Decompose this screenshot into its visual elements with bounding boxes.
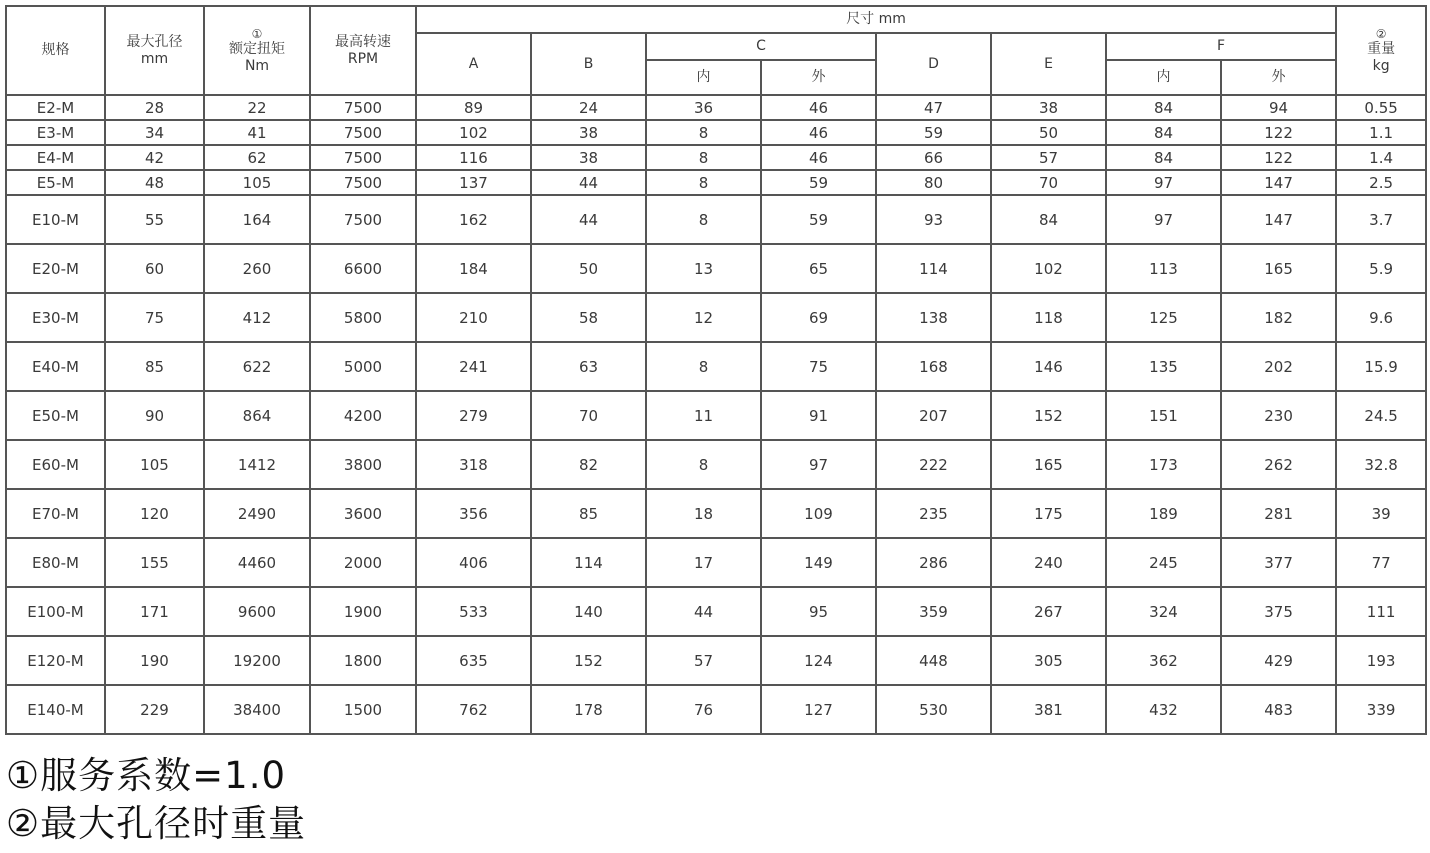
model-cell: E3-M: [6, 120, 105, 145]
header-speed: [310, 6, 416, 95]
value-cell: 11: [646, 391, 761, 440]
value-cell: 57: [991, 145, 1106, 170]
value-cell: 164: [204, 195, 310, 244]
value-cell: 318: [416, 440, 531, 489]
value-cell: 19200: [204, 636, 310, 685]
value-cell: 89: [416, 95, 531, 120]
model-cell: E100-M: [6, 587, 105, 636]
value-cell: 483: [1221, 685, 1336, 734]
value-cell: 530: [876, 685, 991, 734]
model-cell: E120-M: [6, 636, 105, 685]
value-cell: 168: [876, 342, 991, 391]
model-cell: E80-M: [6, 538, 105, 587]
value-cell: 359: [876, 587, 991, 636]
value-cell: 1500: [310, 685, 416, 734]
model-cell: E2-M: [6, 95, 105, 120]
header-col-e: E: [991, 33, 1106, 95]
header-col-b: B: [531, 33, 646, 95]
table-row: [6, 587, 1426, 636]
value-cell: 47: [876, 95, 991, 120]
value-cell: 140: [531, 587, 646, 636]
value-cell: 151: [1106, 391, 1221, 440]
value-cell: 8: [646, 195, 761, 244]
header-torque-label: 额定扭矩: [229, 40, 285, 57]
value-cell: 533: [416, 587, 531, 636]
value-cell: 0.55: [1336, 95, 1426, 120]
value-cell: 94: [1221, 95, 1336, 120]
value-cell: 622: [204, 342, 310, 391]
value-cell: 48: [105, 170, 204, 195]
value-cell: 375: [1221, 587, 1336, 636]
table-row: [6, 170, 1426, 195]
table-row: [6, 244, 1426, 293]
value-cell: 70: [991, 170, 1106, 195]
header-model: 规格: [6, 6, 105, 95]
value-cell: 38400: [204, 685, 310, 734]
value-cell: 9.6: [1336, 293, 1426, 342]
value-cell: 59: [761, 170, 876, 195]
value-cell: 15.9: [1336, 342, 1426, 391]
value-cell: 5.9: [1336, 244, 1426, 293]
value-cell: 32.8: [1336, 440, 1426, 489]
value-cell: 85: [531, 489, 646, 538]
header-speed-label: 最高转速: [335, 33, 391, 50]
value-cell: 165: [991, 440, 1106, 489]
value-cell: 135: [1106, 342, 1221, 391]
value-cell: 55: [105, 195, 204, 244]
value-cell: 2490: [204, 489, 310, 538]
header-dimensions: 尺寸 mm: [416, 6, 1336, 33]
value-cell: 377: [1221, 538, 1336, 587]
value-cell: 193: [1336, 636, 1426, 685]
header-f-inner: 内: [1106, 60, 1221, 95]
value-cell: 95: [761, 587, 876, 636]
value-cell: 149: [761, 538, 876, 587]
value-cell: 339: [1336, 685, 1426, 734]
header-max-bore: [105, 6, 204, 95]
value-cell: 50: [531, 244, 646, 293]
model-cell: E140-M: [6, 685, 105, 734]
value-cell: 147: [1221, 195, 1336, 244]
value-cell: 70: [531, 391, 646, 440]
value-cell: 75: [105, 293, 204, 342]
value-cell: 155: [105, 538, 204, 587]
value-cell: 62: [204, 145, 310, 170]
value-cell: 175: [991, 489, 1106, 538]
value-cell: 260: [204, 244, 310, 293]
value-cell: 1800: [310, 636, 416, 685]
value-cell: 267: [991, 587, 1106, 636]
header-torque: [204, 6, 310, 95]
value-cell: 75: [761, 342, 876, 391]
value-cell: 124: [761, 636, 876, 685]
value-cell: 4200: [310, 391, 416, 440]
value-cell: 13: [646, 244, 761, 293]
value-cell: 38: [531, 120, 646, 145]
value-cell: 60: [105, 244, 204, 293]
value-cell: 17: [646, 538, 761, 587]
model-cell: E10-M: [6, 195, 105, 244]
table-row: [6, 120, 1426, 145]
value-cell: 122: [1221, 145, 1336, 170]
header-f-outer: 外: [1221, 60, 1336, 95]
value-cell: 66: [876, 145, 991, 170]
table-row: [6, 195, 1426, 244]
header-torque-mark: ①: [251, 26, 263, 41]
value-cell: 58: [531, 293, 646, 342]
value-cell: 210: [416, 293, 531, 342]
header-speed-unit: RPM: [347, 50, 379, 67]
value-cell: 3.7: [1336, 195, 1426, 244]
value-cell: 146: [991, 342, 1106, 391]
model-cell: E40-M: [6, 342, 105, 391]
value-cell: 241: [416, 342, 531, 391]
value-cell: 279: [416, 391, 531, 440]
header-c-outer: 外: [761, 60, 876, 95]
value-cell: 173: [1106, 440, 1221, 489]
value-cell: 262: [1221, 440, 1336, 489]
value-cell: 24: [531, 95, 646, 120]
value-cell: 116: [416, 145, 531, 170]
value-cell: 46: [761, 145, 876, 170]
value-cell: 93: [876, 195, 991, 244]
model-cell: E60-M: [6, 440, 105, 489]
table-row: [6, 293, 1426, 342]
value-cell: 102: [991, 244, 1106, 293]
value-cell: 28: [105, 95, 204, 120]
value-cell: 114: [876, 244, 991, 293]
value-cell: 235: [876, 489, 991, 538]
value-cell: 36: [646, 95, 761, 120]
value-cell: 34: [105, 120, 204, 145]
value-cell: 429: [1221, 636, 1336, 685]
value-cell: 59: [761, 195, 876, 244]
value-cell: 230: [1221, 391, 1336, 440]
table-body: [6, 95, 1426, 734]
value-cell: 12: [646, 293, 761, 342]
header-col-a: A: [416, 33, 531, 95]
value-cell: 111: [1336, 587, 1426, 636]
value-cell: 113: [1106, 244, 1221, 293]
value-cell: 286: [876, 538, 991, 587]
value-cell: 84: [1106, 120, 1221, 145]
value-cell: 97: [1106, 170, 1221, 195]
header-weight-mark: ②: [1375, 26, 1387, 41]
table-row: [6, 440, 1426, 489]
value-cell: 114: [531, 538, 646, 587]
model-cell: E4-M: [6, 145, 105, 170]
value-cell: 50: [991, 120, 1106, 145]
value-cell: 406: [416, 538, 531, 587]
value-cell: 1.1: [1336, 120, 1426, 145]
value-cell: 77: [1336, 538, 1426, 587]
header-max-bore-label: 最大孔径: [126, 33, 183, 50]
model-cell: E20-M: [6, 244, 105, 293]
table-row: [6, 685, 1426, 734]
value-cell: 324: [1106, 587, 1221, 636]
value-cell: 118: [991, 293, 1106, 342]
value-cell: 432: [1106, 685, 1221, 734]
value-cell: 147: [1221, 170, 1336, 195]
value-cell: 6600: [310, 244, 416, 293]
model-cell: E5-M: [6, 170, 105, 195]
header-col-f: F: [1106, 33, 1336, 60]
value-cell: 3600: [310, 489, 416, 538]
header-col-c: C: [646, 33, 876, 60]
value-cell: 182: [1221, 293, 1336, 342]
value-cell: 84: [991, 195, 1106, 244]
value-cell: 120: [105, 489, 204, 538]
header-weight-label: 重量: [1367, 40, 1396, 57]
value-cell: 42: [105, 145, 204, 170]
value-cell: 38: [531, 145, 646, 170]
value-cell: 85: [105, 342, 204, 391]
value-cell: 1412: [204, 440, 310, 489]
value-cell: 356: [416, 489, 531, 538]
value-cell: 412: [204, 293, 310, 342]
value-cell: 281: [1221, 489, 1336, 538]
value-cell: 76: [646, 685, 761, 734]
value-cell: 41: [204, 120, 310, 145]
header-col-d: D: [876, 33, 991, 95]
value-cell: 46: [761, 120, 876, 145]
value-cell: 7500: [310, 95, 416, 120]
value-cell: 189: [1106, 489, 1221, 538]
value-cell: 635: [416, 636, 531, 685]
value-cell: 9600: [204, 587, 310, 636]
value-cell: 184: [416, 244, 531, 293]
value-cell: 362: [1106, 636, 1221, 685]
value-cell: 8: [646, 170, 761, 195]
value-cell: 138: [876, 293, 991, 342]
table-row: [6, 95, 1426, 120]
value-cell: 165: [1221, 244, 1336, 293]
value-cell: 162: [416, 195, 531, 244]
footnote-weight: ②最大孔径时重量: [6, 802, 307, 845]
value-cell: 125: [1106, 293, 1221, 342]
value-cell: 222: [876, 440, 991, 489]
value-cell: 190: [105, 636, 204, 685]
value-cell: 44: [531, 195, 646, 244]
value-cell: 7500: [310, 120, 416, 145]
model-cell: E70-M: [6, 489, 105, 538]
table-row: [6, 538, 1426, 587]
value-cell: 381: [991, 685, 1106, 734]
table-row: [6, 489, 1426, 538]
value-cell: 207: [876, 391, 991, 440]
value-cell: 44: [531, 170, 646, 195]
model-cell: E50-M: [6, 391, 105, 440]
value-cell: 240: [991, 538, 1106, 587]
value-cell: 152: [991, 391, 1106, 440]
value-cell: 22: [204, 95, 310, 120]
table-row: [6, 145, 1426, 170]
value-cell: 69: [761, 293, 876, 342]
value-cell: 102: [416, 120, 531, 145]
value-cell: 38: [991, 95, 1106, 120]
value-cell: 122: [1221, 120, 1336, 145]
value-cell: 1.4: [1336, 145, 1426, 170]
value-cell: 8: [646, 120, 761, 145]
value-cell: 1900: [310, 587, 416, 636]
value-cell: 44: [646, 587, 761, 636]
value-cell: 91: [761, 391, 876, 440]
value-cell: 171: [105, 587, 204, 636]
header-max-bore-unit: mm: [140, 50, 169, 67]
value-cell: 7500: [310, 170, 416, 195]
value-cell: 8: [646, 342, 761, 391]
value-cell: 18: [646, 489, 761, 538]
spec-table: [5, 5, 1427, 735]
value-cell: 82: [531, 440, 646, 489]
value-cell: 80: [876, 170, 991, 195]
header-c-inner: 内: [646, 60, 761, 95]
header-weight: [1336, 6, 1426, 95]
value-cell: 229: [105, 685, 204, 734]
value-cell: 5000: [310, 342, 416, 391]
footnote-service-factor: ①服务系数=1.0: [6, 754, 287, 797]
value-cell: 305: [991, 636, 1106, 685]
value-cell: 46: [761, 95, 876, 120]
value-cell: 97: [1106, 195, 1221, 244]
value-cell: 84: [1106, 95, 1221, 120]
value-cell: 84: [1106, 145, 1221, 170]
value-cell: 24.5: [1336, 391, 1426, 440]
value-cell: 97: [761, 440, 876, 489]
value-cell: 90: [105, 391, 204, 440]
value-cell: 105: [204, 170, 310, 195]
value-cell: 65: [761, 244, 876, 293]
table-row: [6, 342, 1426, 391]
value-cell: 8: [646, 145, 761, 170]
value-cell: 2.5: [1336, 170, 1426, 195]
value-cell: 5800: [310, 293, 416, 342]
value-cell: 39: [1336, 489, 1426, 538]
value-cell: 2000: [310, 538, 416, 587]
value-cell: 59: [876, 120, 991, 145]
value-cell: 57: [646, 636, 761, 685]
value-cell: 152: [531, 636, 646, 685]
value-cell: 4460: [204, 538, 310, 587]
model-cell: E30-M: [6, 293, 105, 342]
value-cell: 448: [876, 636, 991, 685]
value-cell: 137: [416, 170, 531, 195]
value-cell: 109: [761, 489, 876, 538]
footnotes: [6, 752, 306, 848]
table-row: [6, 636, 1426, 685]
value-cell: 127: [761, 685, 876, 734]
value-cell: 178: [531, 685, 646, 734]
value-cell: 7500: [310, 195, 416, 244]
value-cell: 7500: [310, 145, 416, 170]
value-cell: 3800: [310, 440, 416, 489]
value-cell: 864: [204, 391, 310, 440]
header-weight-unit: kg: [1372, 57, 1390, 74]
value-cell: 245: [1106, 538, 1221, 587]
value-cell: 63: [531, 342, 646, 391]
table-row: [6, 391, 1426, 440]
value-cell: 202: [1221, 342, 1336, 391]
value-cell: 8: [646, 440, 761, 489]
value-cell: 105: [105, 440, 204, 489]
header-torque-unit: Nm: [244, 57, 270, 74]
value-cell: 762: [416, 685, 531, 734]
